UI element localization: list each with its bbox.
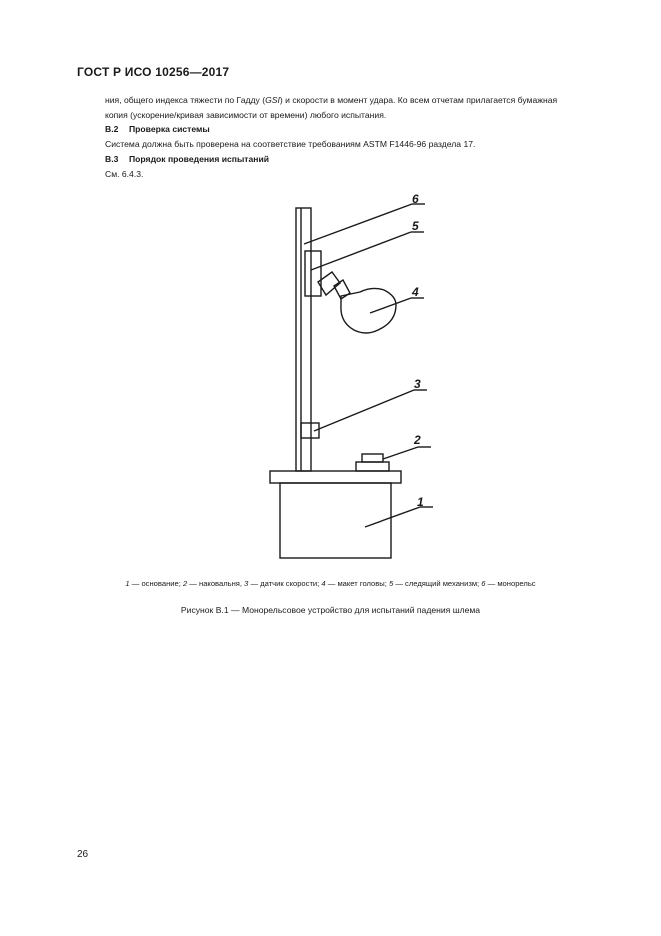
label-2: 2 [414, 433, 421, 447]
label-1: 1 [417, 495, 424, 509]
base-top-plate [270, 471, 401, 483]
legend-text: — датчик скорости; [248, 579, 322, 588]
leader-2 [383, 447, 418, 459]
section-title: Проверка системы [129, 124, 210, 134]
label-3: 3 [414, 377, 421, 391]
legend-number: 2 [182, 579, 188, 588]
legend-text: — макет головы; [325, 579, 389, 588]
document-header: ГОСТ Р ИСО 10256—2017 [77, 65, 230, 79]
legend-text: — монорельс [485, 579, 536, 588]
legend-text: — наковальня, [187, 579, 245, 588]
legend-number: 1 [125, 579, 130, 588]
label-4: 4 [412, 285, 419, 299]
headform [341, 288, 396, 333]
base [280, 483, 391, 558]
legend-number: 6 [481, 579, 486, 588]
label-5: 5 [412, 219, 419, 233]
page-number: 26 [77, 849, 89, 860]
paragraph-line-2: копия (ускорение/кривая зависимости от времени) любого испытания. [105, 110, 387, 120]
label-6: 6 [412, 192, 419, 206]
leader-5 [311, 232, 411, 270]
leader-4 [370, 298, 411, 313]
section-b3-text: См. 6.4.3. [105, 169, 144, 179]
follower-mechanism [305, 251, 321, 296]
legend-number: 5 [388, 579, 394, 588]
anvil [356, 462, 389, 471]
text-fragment: ния, общего индекса тяжести по Гадду ( [105, 95, 266, 105]
figure-legend [0, 579, 661, 588]
legend-text: — следящий механизм; [393, 579, 482, 588]
legend-number: 4 [321, 579, 326, 588]
section-b2-text: Система должна быть проверена на соответствие требованиям ASTM F1446-96 раздела 17. [105, 139, 476, 149]
gsi-abbreviation: GSI [265, 95, 280, 105]
text-fragment: ) и скорости в момент удара. Ко всем отчетам прилагается бумажная [279, 95, 558, 105]
anvil-top [362, 454, 383, 462]
legend-number: 3 [244, 579, 249, 588]
monorail [296, 208, 311, 471]
figure-caption: Рисунок B.1 — Монорельсовое устройство для испытаний падения шлема [180, 605, 481, 615]
legend-text: — основание; [129, 579, 183, 588]
section-number: B.2 [105, 124, 119, 134]
leader-3 [314, 390, 414, 431]
section-title: Порядок проведения испытаний [129, 154, 270, 164]
leader-1 [365, 507, 420, 527]
section-number: B.3 [105, 154, 119, 164]
